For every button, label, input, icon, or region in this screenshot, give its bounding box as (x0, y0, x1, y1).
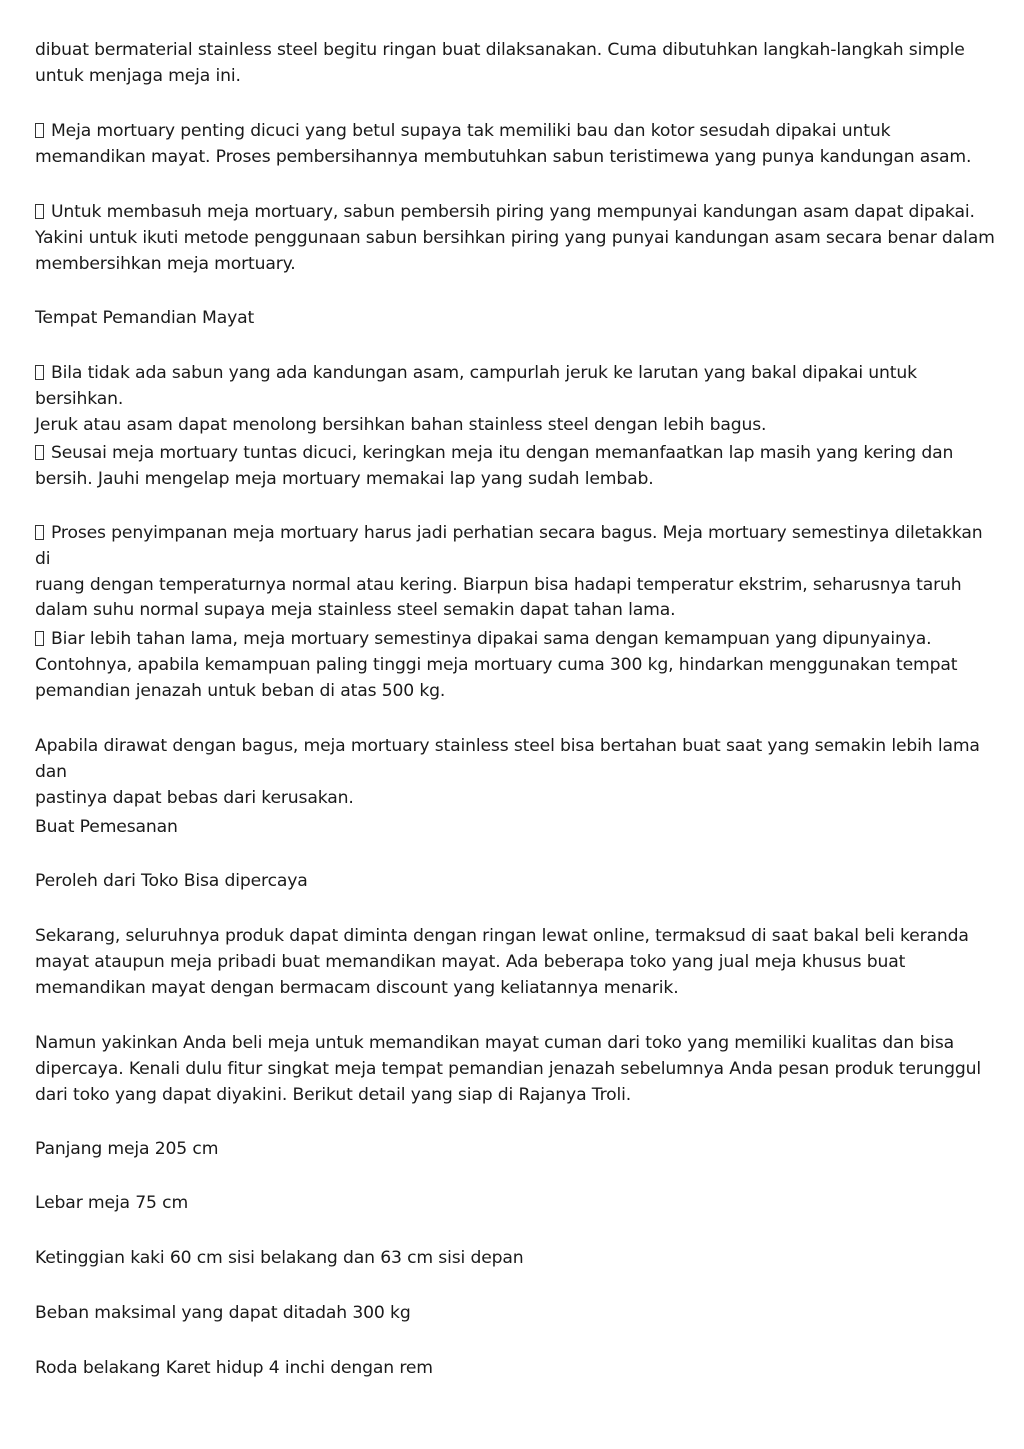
bullet-box-icon (35, 525, 44, 540)
spec-item: Roda belakang Karet hidup 4 inchi dengan rem (35, 1358, 433, 1378)
bullet-paragraph: Untuk membasuh meja mortuary, sabun pembersih piring yang mempunyai kandungan asam dapat dipakai. Yakini untuk ikuti metode penggunaan sabun bersihkan piring yang punyai kandungan asam secara benar dalam membersihkan meja mortuary. (35, 202, 995, 274)
paragraph: Namun yakinkan Anda beli meja untuk memandikan mayat cuman dari toko yang memiliki kualitas dan bisa dipercaya. Kenali dulu fitur singkat meja tempat pemandian jenazah sebelumnya Anda pesan produk terunggul dari toko yang dapat diyakini. Berikut detail yang siap di Rajanya Troli. (35, 1033, 982, 1105)
section-heading: Buat Pemesanan (35, 817, 178, 837)
bullet-box-icon (35, 123, 44, 138)
bullet-box-icon (35, 445, 44, 460)
section-heading: Peroleh dari Toko Bisa dipercaya (35, 871, 308, 891)
paragraph: Sekarang, seluruhnya produk dapat diminta dengan ringan lewat online, termaksud di saat bakal beli keranda mayat ataupun meja pribadi buat memandikan mayat. Ada beberapa toko yang jual meja khusus buat memandikan mayat dengan bermacam discount yang keliatannya menarik. (35, 926, 969, 998)
section-heading: Tempat Pemandian Mayat (35, 308, 255, 328)
bullet-paragraph: Meja mortuary penting dicuci yang betul supaya tak memiliki bau dan kotor sesudah dipakai untuk memandikan mayat. Proses pembersihannya membutuhkan sabun teristimewa yang punya kandungan asam. (35, 121, 972, 167)
bullet-paragraph: Seusai meja mortuary tuntas dicuci, keringkan meja itu dengan memanfaatkan lap masih yang kering dan bersih. Jauhi mengelap meja mortuary memakai lap yang sudah lembab. (35, 443, 954, 489)
bullet-box-icon (35, 204, 44, 219)
paragraph: dibuat bermaterial stainless steel begitu ringan buat dilaksanakan. Cuma dibutuhkan langkah-langkah simple untuk menjaga meja ini. (35, 40, 965, 86)
spec-item: Panjang meja 205 cm (35, 1139, 219, 1159)
spec-item: Beban maksimal yang dapat ditadah 300 kg (35, 1303, 411, 1323)
spec-item: Lebar meja 75 cm (35, 1193, 189, 1213)
bullet-box-icon (35, 365, 44, 380)
bullet-paragraph: Proses penyimpanan meja mortuary harus jadi perhatian secara bagus. Meja mortuary semestinya diletakkan di ruang dengan temperaturnya normal atau kering. Biarpun bisa hadapi temperatur ekstrim, seharusnya taruh dalam suhu normal supaya meja stainless steel semakin dapat tahan lama. (35, 523, 983, 621)
spec-item: Ketinggian kaki 60 cm sisi belakang dan 63 cm sisi depan (35, 1248, 524, 1268)
bullet-paragraph: Biar lebih tahan lama, meja mortuary semestinya dipakai sama dengan kemampuan yang dipunyainya. Contohnya, apabila kemampuan paling tinggi meja mortuary cuma 300 kg, hindarkan menggunakan tempat pemandian jenazah untuk beban di atas 500 kg. (35, 629, 958, 701)
bullet-paragraph: Bila tidak ada sabun yang ada kandungan asam, campurlah jeruk ke larutan yang bakal dipakai untuk bersihkan. Jeruk atau asam dapat menolong bersihkan bahan stainless steel dengan lebih bagus. (35, 363, 917, 435)
paragraph: Apabila dirawat dengan bagus, meja mortuary stainless steel bisa bertahan buat saat yang semakin lebih lama dan pastinya dapat bebas dari kerusakan. (35, 736, 980, 808)
bullet-box-icon (35, 631, 44, 646)
